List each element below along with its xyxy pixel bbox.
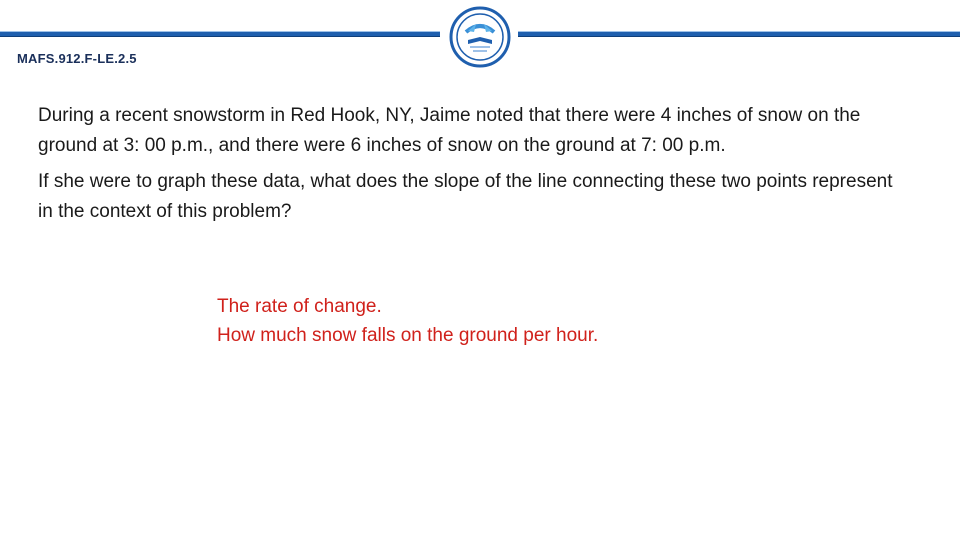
answer-line: How much snow falls on the ground per hour. [217, 325, 599, 346]
standard-code: MAFS.912.F-LE.2.5 [17, 51, 137, 66]
problem-paragraph: During a recent snowstorm in Red Hook, NY, Jaime noted that there were 4 inches of snow on the ground at 3: 00 p.m., and there were 6 inches of snow on the ground at 7: 00 p.m. [38, 105, 861, 156]
header-rule-left [0, 31, 440, 37]
answer-text [217, 292, 598, 350]
header-rule-right [518, 31, 960, 37]
problem-text [38, 101, 898, 227]
question-paragraph: If she were to graph these data, what does the slope of the line connecting these two points represent in the context of this problem? [38, 171, 893, 222]
district-seal-icon [446, 6, 514, 68]
answer-line: The rate of change. [217, 296, 382, 317]
